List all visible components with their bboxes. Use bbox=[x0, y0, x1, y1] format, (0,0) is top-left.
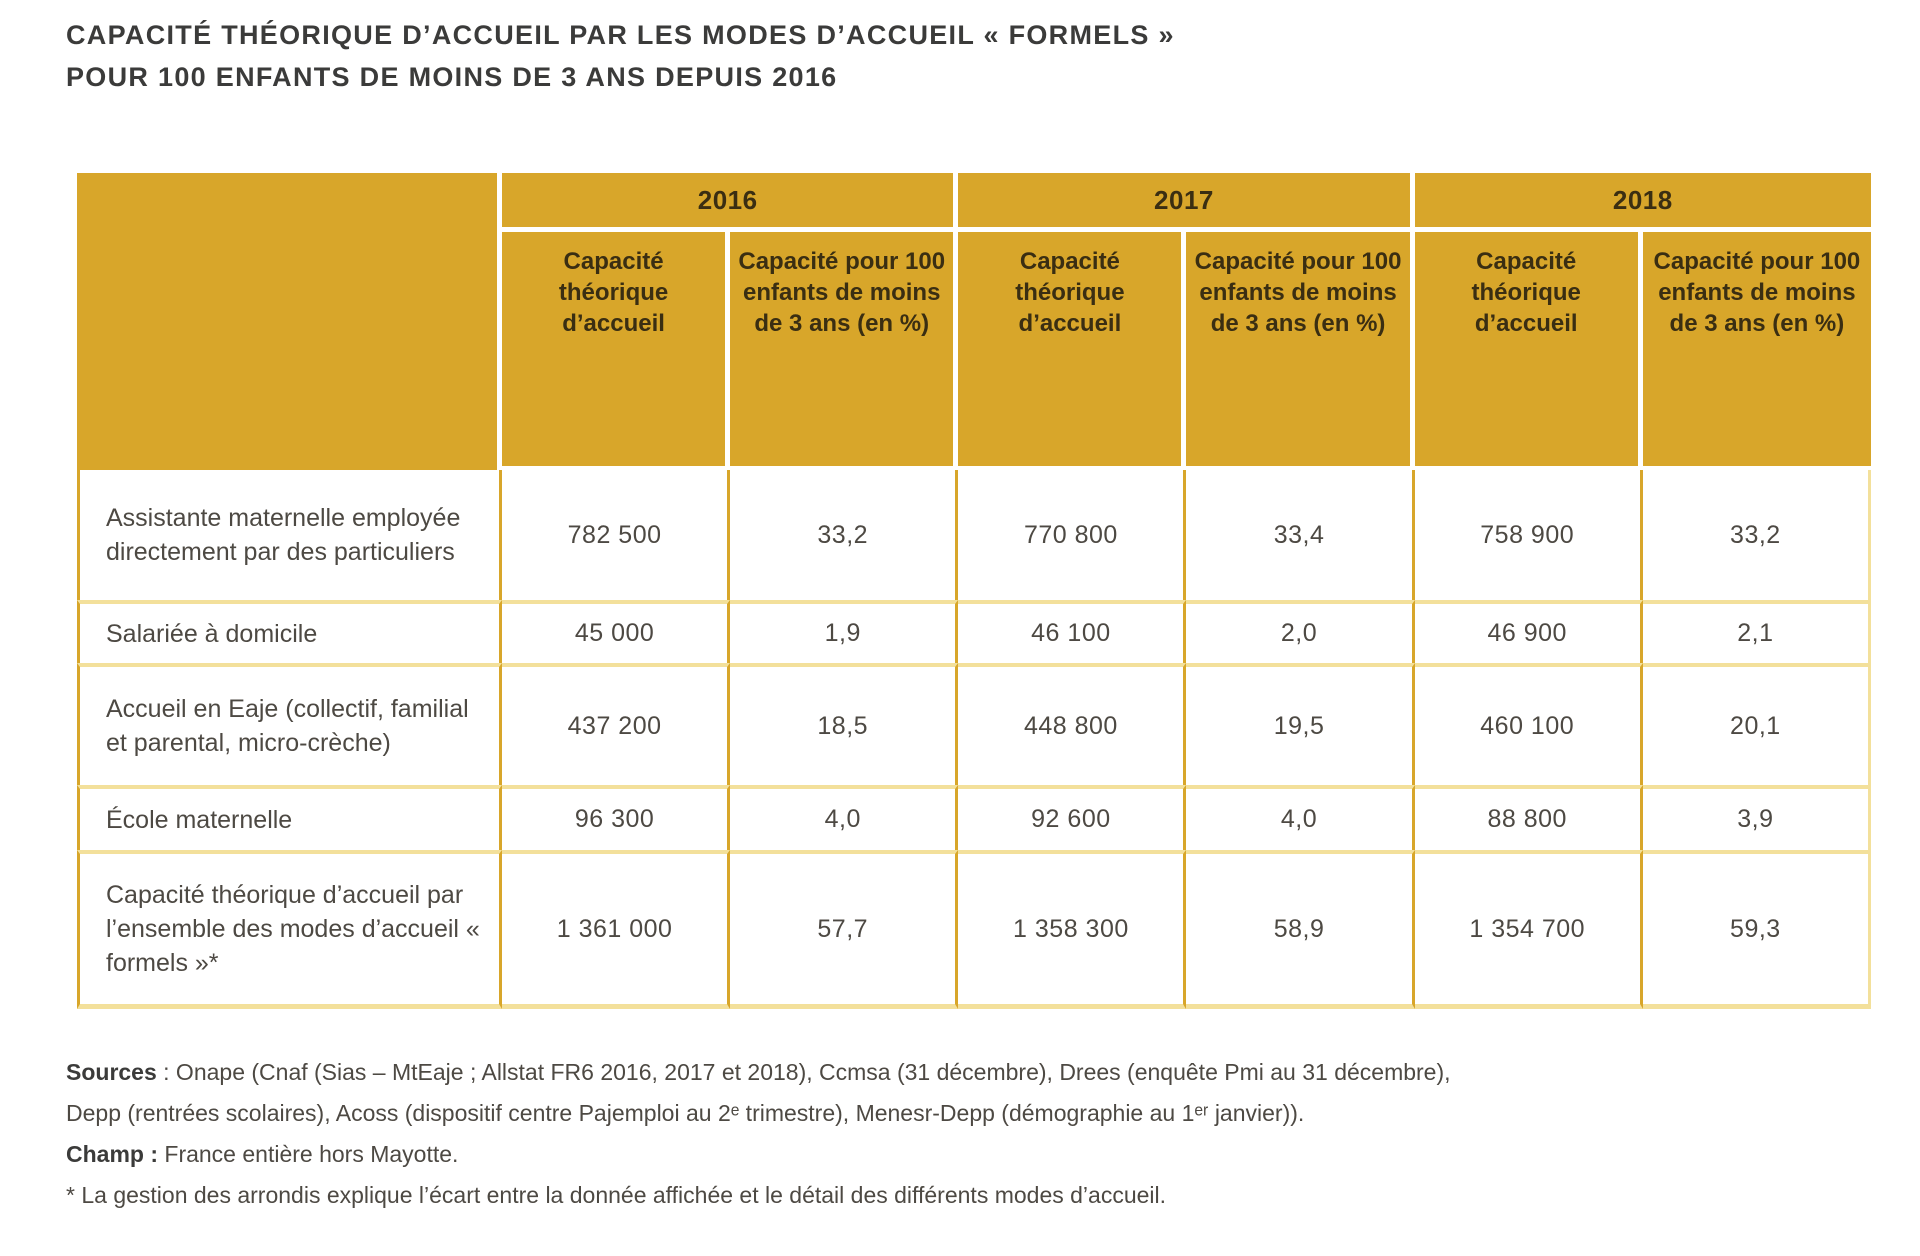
table-cell: 2,0 bbox=[1186, 600, 1414, 663]
corner-cell bbox=[77, 173, 502, 470]
row-label: Assistante maternelle employée directement par des particuliers bbox=[77, 470, 502, 600]
table-cell: 46 900 bbox=[1415, 600, 1643, 663]
table-cell: 1 358 300 bbox=[958, 850, 1186, 1009]
table-cell: 4,0 bbox=[1186, 785, 1414, 850]
table-body bbox=[77, 470, 1871, 1009]
col-header-2017-theoretical: Capacité théorique d’accueil bbox=[958, 232, 1186, 470]
year-header-2018: 2018 bbox=[1415, 173, 1871, 232]
table-footnotes bbox=[66, 1052, 1876, 1216]
table-cell: 437 200 bbox=[502, 663, 730, 785]
table-row bbox=[77, 850, 1871, 1009]
table-cell: 33,2 bbox=[1643, 470, 1871, 600]
table-cell: 59,3 bbox=[1643, 850, 1871, 1009]
table-cell: 45 000 bbox=[502, 600, 730, 663]
asterisk-footnote: * La gestion des arrondis explique l’écart entre la donnée affichée et le détail des différents modes d’accueil. bbox=[66, 1182, 1167, 1208]
table-cell: 20,1 bbox=[1643, 663, 1871, 785]
row-label: Capacité théorique d’accueil par l’ensemble des modes d’accueil « formels »* bbox=[77, 850, 502, 1009]
year-header-2017: 2017 bbox=[958, 173, 1414, 232]
table-cell: 1 361 000 bbox=[502, 850, 730, 1009]
col-header-2016-per100: Capacité pour 100 enfants de moins de 3 ans (en %) bbox=[730, 232, 958, 470]
table-cell: 1 354 700 bbox=[1415, 850, 1643, 1009]
col-header-2016-theoretical: Capacité théorique d’accueil bbox=[502, 232, 730, 470]
table-cell: 46 100 bbox=[958, 600, 1186, 663]
table-row bbox=[77, 663, 1871, 785]
table-cell: 19,5 bbox=[1186, 663, 1414, 785]
sources-line-2: Depp (rentrées scolaires), Acoss (dispositif centre Pajemploi au 2ᵉ trimestre), Menesr-Depp (démographie au 1ᵉʳ janvier)). bbox=[66, 1100, 1305, 1126]
year-header-row bbox=[77, 173, 1871, 232]
year-header-2016: 2016 bbox=[502, 173, 958, 232]
table-cell: 58,9 bbox=[1186, 850, 1414, 1009]
table-cell: 2,1 bbox=[1643, 600, 1871, 663]
row-label: École maternelle bbox=[77, 785, 502, 850]
table-cell: 92 600 bbox=[958, 785, 1186, 850]
champ-line: Champ : France entière hors Mayotte. bbox=[66, 1141, 459, 1167]
table-cell: 1,9 bbox=[730, 600, 958, 663]
table-cell: 758 900 bbox=[1415, 470, 1643, 600]
table-cell: 88 800 bbox=[1415, 785, 1643, 850]
col-header-2017-per100: Capacité pour 100 enfants de moins de 3 ans (en %) bbox=[1186, 232, 1414, 470]
table-cell: 33,2 bbox=[730, 470, 958, 600]
table-cell: 96 300 bbox=[502, 785, 730, 850]
row-label: Accueil en Eaje (collectif, familial et parental, micro-crèche) bbox=[77, 663, 502, 785]
table-cell: 448 800 bbox=[958, 663, 1186, 785]
table-cell: 33,4 bbox=[1186, 470, 1414, 600]
table-cell: 4,0 bbox=[730, 785, 958, 850]
table-cell: 57,7 bbox=[730, 850, 958, 1009]
page-title bbox=[66, 14, 1175, 98]
table-cell: 770 800 bbox=[958, 470, 1186, 600]
table-cell: 3,9 bbox=[1643, 785, 1871, 850]
col-header-2018-theoretical: Capacité théorique d’accueil bbox=[1415, 232, 1643, 470]
table-row bbox=[77, 470, 1871, 600]
row-label: Salariée à domicile bbox=[77, 600, 502, 663]
table-cell: 460 100 bbox=[1415, 663, 1643, 785]
sources-line-1: Sources : Onape (Cnaf (Sias – MtEaje ; Allstat FR6 2016, 2017 et 2018), Ccmsa (31 décembre), Drees (enquête Pmi au 31 décembre), bbox=[66, 1059, 1451, 1085]
table-cell: 782 500 bbox=[502, 470, 730, 600]
champ-label: Champ : bbox=[66, 1141, 158, 1167]
table-row bbox=[77, 785, 1871, 850]
page-title-line-1: CAPACITÉ THÉORIQUE D’ACCUEIL PAR LES MODES D’ACCUEIL « FORMELS » bbox=[66, 20, 1175, 50]
table-cell: 18,5 bbox=[730, 663, 958, 785]
col-header-2018-per100: Capacité pour 100 enfants de moins de 3 ans (en %) bbox=[1643, 232, 1871, 470]
data-table bbox=[77, 173, 1871, 1009]
capacity-table bbox=[77, 173, 1871, 1009]
table-header bbox=[77, 173, 1871, 470]
page-title-line-2: POUR 100 ENFANTS DE MOINS DE 3 ANS DEPUIS 2016 bbox=[66, 62, 838, 92]
table-row bbox=[77, 600, 1871, 663]
sources-label: Sources bbox=[66, 1059, 157, 1085]
